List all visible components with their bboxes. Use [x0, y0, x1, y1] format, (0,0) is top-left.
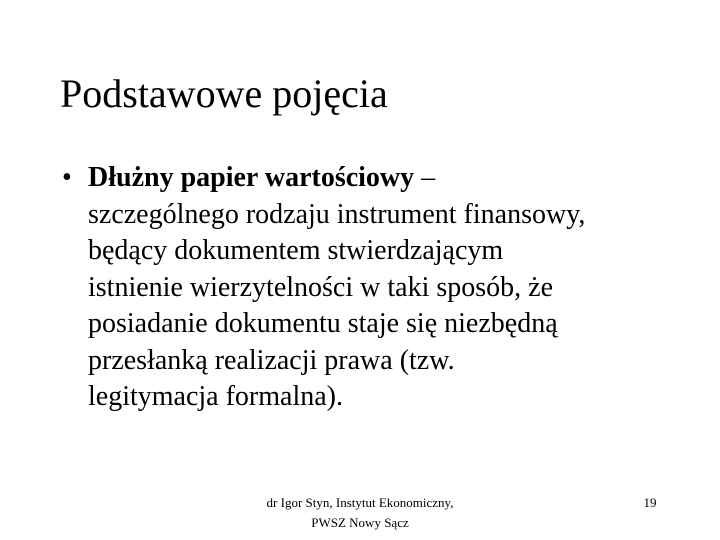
bullet-line: istnienie wierzytelności w taki sposób, że: [88, 271, 553, 303]
bullet-first-line: [88, 160, 682, 197]
bullet-line: będący dokumentem stwierdzającym: [88, 235, 504, 266]
bullet-item: [62, 160, 682, 416]
bullet-line: szczególnego rodzaju instrument finansowy,: [88, 198, 586, 230]
bullet-icon: •: [62, 162, 72, 193]
slide-content: [62, 160, 682, 416]
bullet-term: Dłużny papier wartościowy: [88, 162, 415, 193]
slide-title: Podstawowe pojęcia: [60, 71, 388, 116]
footer-source: [240, 493, 480, 533]
footer-source-line: dr Igor Styn, Instytut Ekonomiczny,: [266, 495, 454, 510]
page-number: 19: [643, 495, 657, 510]
bullet-dash: –: [414, 162, 443, 193]
footer-source-line: PWSZ Nowy Sącz: [311, 515, 409, 530]
bullet-line: przesłanką realizacji prawa (tzw.: [88, 344, 455, 376]
bullet-line: posiadanie dokumentu staje się niezbędną: [88, 308, 558, 339]
bullet-line: legitymacja formalna).: [88, 381, 343, 412]
